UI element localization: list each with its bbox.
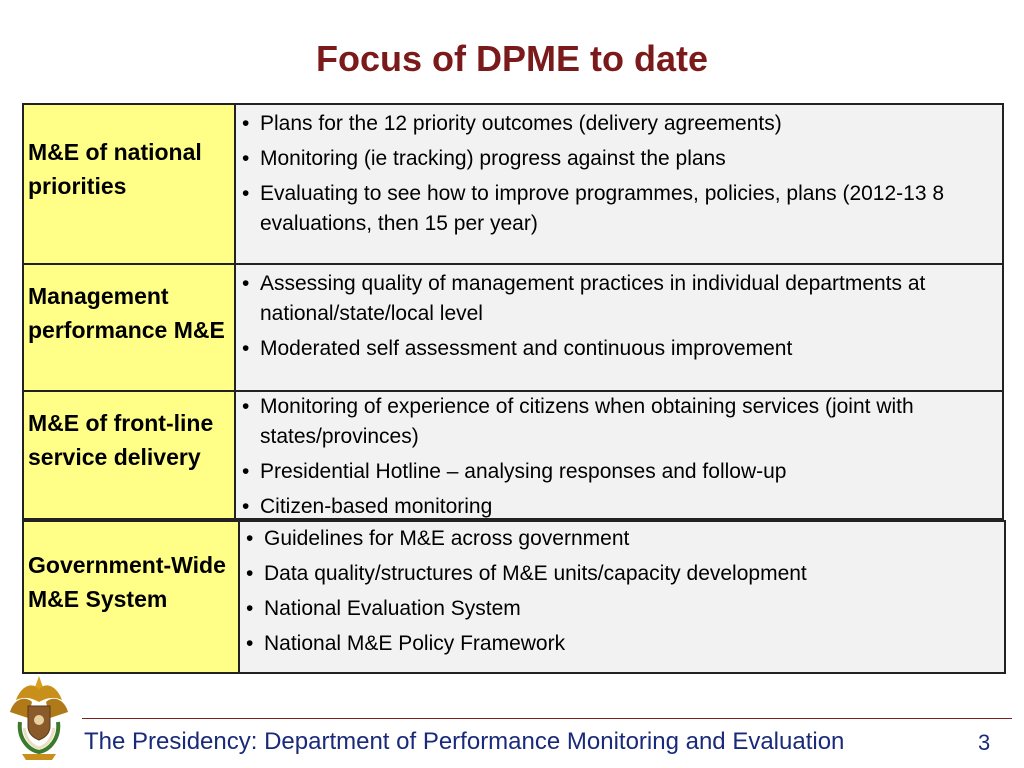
slide-title: Focus of DPME to date — [315, 38, 708, 79]
list-item: • Monitoring of experience of citizens when obtaining services (joint with states/provinces) — [240, 392, 994, 452]
row-heading: Government-Wide M&E System — [22, 520, 240, 674]
row-national-priorities — [22, 103, 1004, 265]
row-content — [240, 520, 1006, 674]
page-number: 3 — [978, 730, 991, 755]
list-item: • Assessing quality of management practices in individual departments at national/state/local level — [240, 269, 994, 329]
list-item: • Citizen-based monitoring — [240, 492, 994, 520]
footer-divider — [82, 718, 1012, 719]
list-item: • Data quality/structures of M&E units/capacity development — [244, 559, 996, 589]
row-content — [236, 263, 1004, 392]
list-item: • Guidelines for M&E across government — [244, 524, 996, 554]
row-government-wide-system — [22, 520, 1006, 674]
row-heading: M&E of front-line service delivery — [22, 390, 236, 520]
row-front-line-delivery — [22, 390, 1004, 520]
footer-text: The Presidency: Department of Performance Monitoring and Evaluation — [84, 728, 845, 755]
row-content — [236, 103, 1004, 265]
list-item: • Presidential Hotline – analysing responses and follow-up — [240, 457, 994, 487]
list-item: • Moderated self assessment and continuous improvement — [240, 334, 994, 364]
list-item: • Monitoring (ie tracking) progress against the plans — [240, 144, 994, 174]
row-heading: M&E of national priorities — [22, 103, 236, 265]
list-item: • National Evaluation System — [244, 594, 996, 624]
coat-of-arms-icon — [4, 672, 74, 764]
list-item: • Plans for the 12 priority outcomes (delivery agreements) — [240, 109, 994, 139]
row-management-performance — [22, 263, 1004, 392]
list-item: • Evaluating to see how to improve programmes, policies, plans (2012-13 8 evaluations, then 15 per year) — [240, 179, 994, 239]
list-item: • National M&E Policy Framework — [244, 629, 996, 659]
row-content — [236, 390, 1004, 520]
row-heading: Management performance M&E — [22, 263, 236, 392]
